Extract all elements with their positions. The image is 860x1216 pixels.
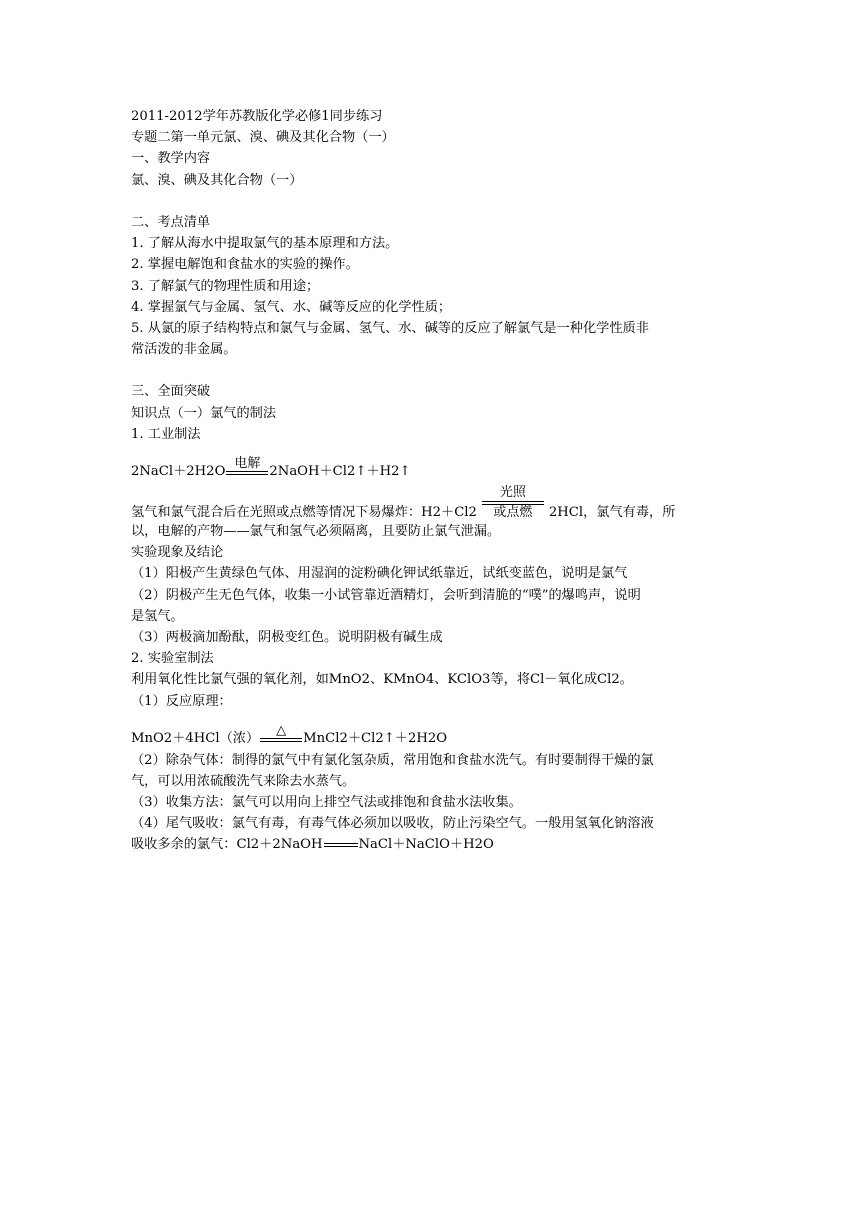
doc-subtitle: 专题二第一单元氯、溴、碘及其化合物（一） (131, 130, 395, 146)
checklist-item: 3. 了解氯气的物理性质和用途； (131, 278, 320, 294)
equation-right: MnCl2＋Cl2↑＋2H2O (303, 730, 448, 746)
checklist-item: 1. 了解从海水中提取氯气的基本原理和方法。 (131, 236, 399, 252)
step-item: （2）除杂气体：制得的氯气中有氯化氢杂质，常用饱和食盐水洗气。有时要制得干燥的氯 (131, 752, 654, 768)
h2-cl2-line-2: 以，电解的产物——氯气和氢气必须隔离，且要防止氯气泄漏。 (131, 524, 501, 539)
observation-item: （2）阴极产生无色气体，收集一小试管靠近酒精灯，会听到清脆的“噗”的爆鸣声，说明 (131, 587, 641, 603)
reaction-condition: 光照 或点燃 (481, 486, 545, 520)
step-item: （4）尾气吸收：氯气有毒，有毒气体必须加以吸收，防止污染空气。一般用氢氧化钠溶液 (131, 816, 654, 832)
absorption-equation: 吸收多余的氯气：Cl2＋2NaOH NaCl＋NaClO＋H2O (131, 837, 494, 853)
observation-item: （3）两极滴加酚酞，阴极变红色。说明阴极有碱生成 (131, 629, 443, 645)
principle-heading: （1）反应原理： (131, 693, 232, 709)
lab-method-heading: 2. 实验室制法 (131, 651, 214, 667)
section-1-content: 氯、溴、碘及其化合物（一） (131, 172, 303, 188)
observation-heading: 实验现象及结论 (131, 545, 224, 561)
checklist-item: 常活泼的非金属。 (131, 342, 237, 358)
observation-item: 是氢气。 (131, 608, 184, 624)
equation-left: MnO2＋4HCl（浓） (131, 730, 260, 746)
checklist-item: 4. 掌握氯气与金属、氢气、水、碱等反应的化学性质； (131, 299, 452, 315)
section-2-heading: 二、考点清单 (131, 214, 211, 230)
industrial-method-heading: 1. 工业制法 (131, 426, 201, 442)
observation-item: （1）阳极产生黄绿色气体、用湿润的淀粉碘化钾试纸靠近，试纸变蓝色，说明是氯气 (131, 566, 628, 582)
checklist-item: 2. 掌握电解饱和食盐水的实验的操作。 (131, 257, 359, 273)
reaction-condition: △ (260, 724, 302, 746)
equation-right: 2NaOH＋Cl2↑＋H2↑ (269, 464, 411, 479)
section-3-heading: 三、全面突破 (131, 384, 211, 400)
h2-cl2-line: 氢气和氯气混合后在光照或点燃等情况下易爆炸：H2＋Cl2 光照 或点燃 2HCl，氯气有毒，所 (131, 485, 676, 520)
step-item: （3）收集方法：氯气可以用向上排空气法或排饱和食盐水法收集。 (131, 795, 522, 811)
electrolysis-equation (131, 451, 731, 479)
knowledge-point-1: 知识点（一）氯气的制法 (131, 405, 277, 421)
equation-left: 2NaCl＋2H2O (131, 464, 226, 479)
equals-sign (324, 843, 358, 847)
step-item: 气，可以用浓硫酸洗气来除去水蒸气。 (131, 773, 356, 789)
checklist-item: 5. 从氯的原子结构特点和氯气与金属、氢气、水、碱等的反应了解氯气是一种化学性质非 (131, 320, 649, 336)
mno2-equation (131, 718, 731, 746)
lab-intro: 利用氧化性比氯气强的氧化剂，如MnO2、KMnO4、KClO3等，将Cl－氧化成Cl2。 (131, 672, 633, 688)
reaction-condition: 电解 (226, 457, 268, 479)
document-page (131, 106, 731, 856)
doc-title: 2011-2012学年苏教版化学必修1同步练习 (131, 109, 383, 124)
section-1-heading: 一、教学内容 (131, 151, 211, 167)
